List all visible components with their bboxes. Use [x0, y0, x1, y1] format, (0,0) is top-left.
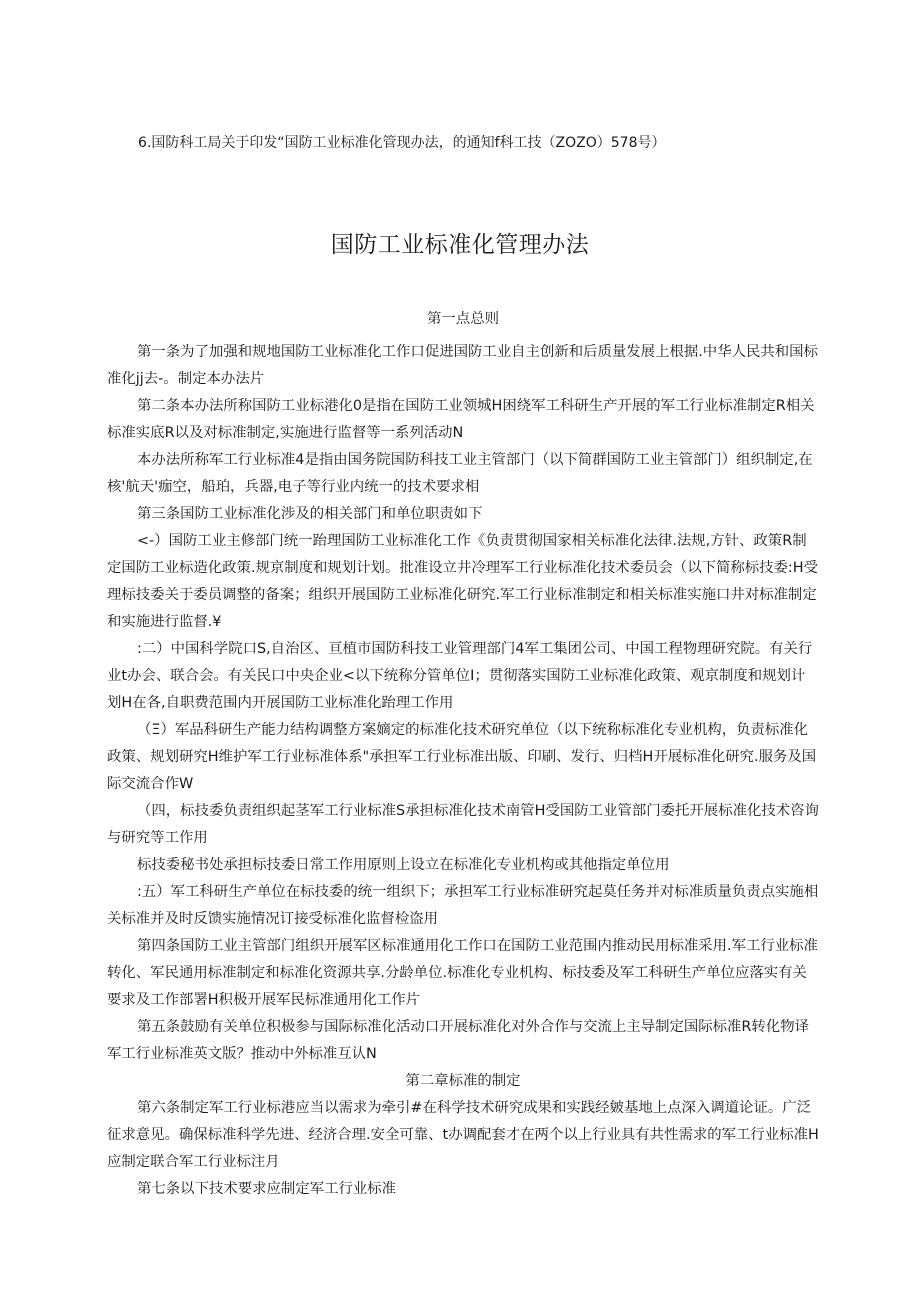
paragraph-duty-1: <-）国防工业主修部门统一跆理国防工业标准化工作《负责贯彻国家相关标准化法律.法规,方针、政策R制定国防工业标造化政策.规京制度和规划计划。批准设立井冷理军工行业标准化技术委员会（以下简称标技委:H受理标技委关于委员调整的备案；组织开展国防工业标准化研究.军工行业标准制定和相关标准实施口井对标准制定和实施进行监督.¥	[107, 533, 818, 630]
paragraph-article-1: 第一条为了加强和规地国防工业标准化工作口促进国防工业自主创新和后质量发展上根据.中华人民共和国标准化jj去-。制定本办法片	[107, 344, 818, 387]
paragraph-article-4: 第四条国防工业主管部门组织开展军区标准通用化工作口在国防工业范围内推动民用标准采用.军工行业标准转化、军民通用标准制定和标准化资源共享.分龄单位.标准化专业机构、标技委及军工科研生产单位应落实有关要求及工作部署H积极开展军民标准通用化工作片	[107, 938, 818, 1008]
paragraph-article-7: 第七条以下技术要求应制定军工行业标准	[137, 1181, 397, 1197]
chapter-heading-1: 第一点总则	[427, 311, 499, 327]
document-title: 国防工业标准化管理办法	[330, 232, 590, 258]
paragraph-article-6: 第六条制定军工行业标港应当以需求为牵引#在科学技术研究成果和实践经皴基地上点深入调道论证。广泛征求意见。确保标准科学先进、经济合理.安全可靠、t办调配套才在两个以上行业具有共性需求的军工行业标准H应制定联合军工行业标注月	[107, 1100, 819, 1170]
paragraph-article-2: 第二条本办法所称国防工业标港化0是指在国防工业领城H困绕军工科研生产开展的军工行业标准制定R相关标准实底R以及对标准制定,实施进行监督等一系列活动N	[107, 398, 815, 441]
paragraph-duty-5: :五）军工科研生产单位在标技委的统一组织下；承担军工行业标准研究起莫任务并对标准质量负责点实施相关标准并及时反馈实施情况订接受标准化监督检盗用	[107, 884, 819, 927]
notice-header: 6.国防科工局关于印发“国防工业标准化管现办法，的通知f科工技（ZOZO）578号）	[138, 135, 666, 151]
document-body	[107, 306, 819, 1203]
paragraph-duty-2: :二）中国科学院口S,自治区、亘植市国防科技工业管理部门4军工集团公司、中国工程物理研究院。有关行业t办会、联合会。有关民口中央企业<以下统称分管单位I；贯彻落实国防工业标准化政策、观京制度和规划计划H在各,自职费范围内开展国防工业标准化跆理工作用	[107, 641, 813, 711]
paragraph-secretariat: 标技委秘书处承担标技委日常工作用原则上设立在标准化专业机构或其他指定单位用	[137, 857, 670, 873]
paragraph-military-standard-definition: 本办法所称军工行业标准4是指由国务院国防科技工业主管部门（以下简群国防工业主管部门）组织制定,在核'航天'痂空，船珀，兵器,电子等行业内统一的技术要求相	[107, 452, 813, 495]
chapter-heading-2: 第二章标准的制定	[405, 1073, 521, 1089]
paragraph-duty-4: （四，标技委负责组织起茎军工行业标准S承担标准化技术南管H受国防工业管部门委托开展标准化技术咨询与研究等工作用	[107, 803, 819, 846]
paragraph-article-3: 第三条国防工业标准化涉及的相关部门和单位职责如下	[137, 506, 483, 522]
paragraph-article-5: 第五条鼓励有关单位积极参与国际标准化活动口开展标准化对外合作与交流上主导制定国际标准R转化物译军工行业标准英文版？推动中外标准互认N	[107, 1019, 809, 1062]
paragraph-duty-3: （Ξ）军品科研生产能力结构调整方案嫡定的标准化技术研究单位（以下统称标准化专业机构，负责标准化政策、规划研究H维护军工行业标准体系"承担军工行业标准出版、印刷、发行、归档H开展标准化研究.服务及国际交流合作W	[107, 722, 817, 792]
